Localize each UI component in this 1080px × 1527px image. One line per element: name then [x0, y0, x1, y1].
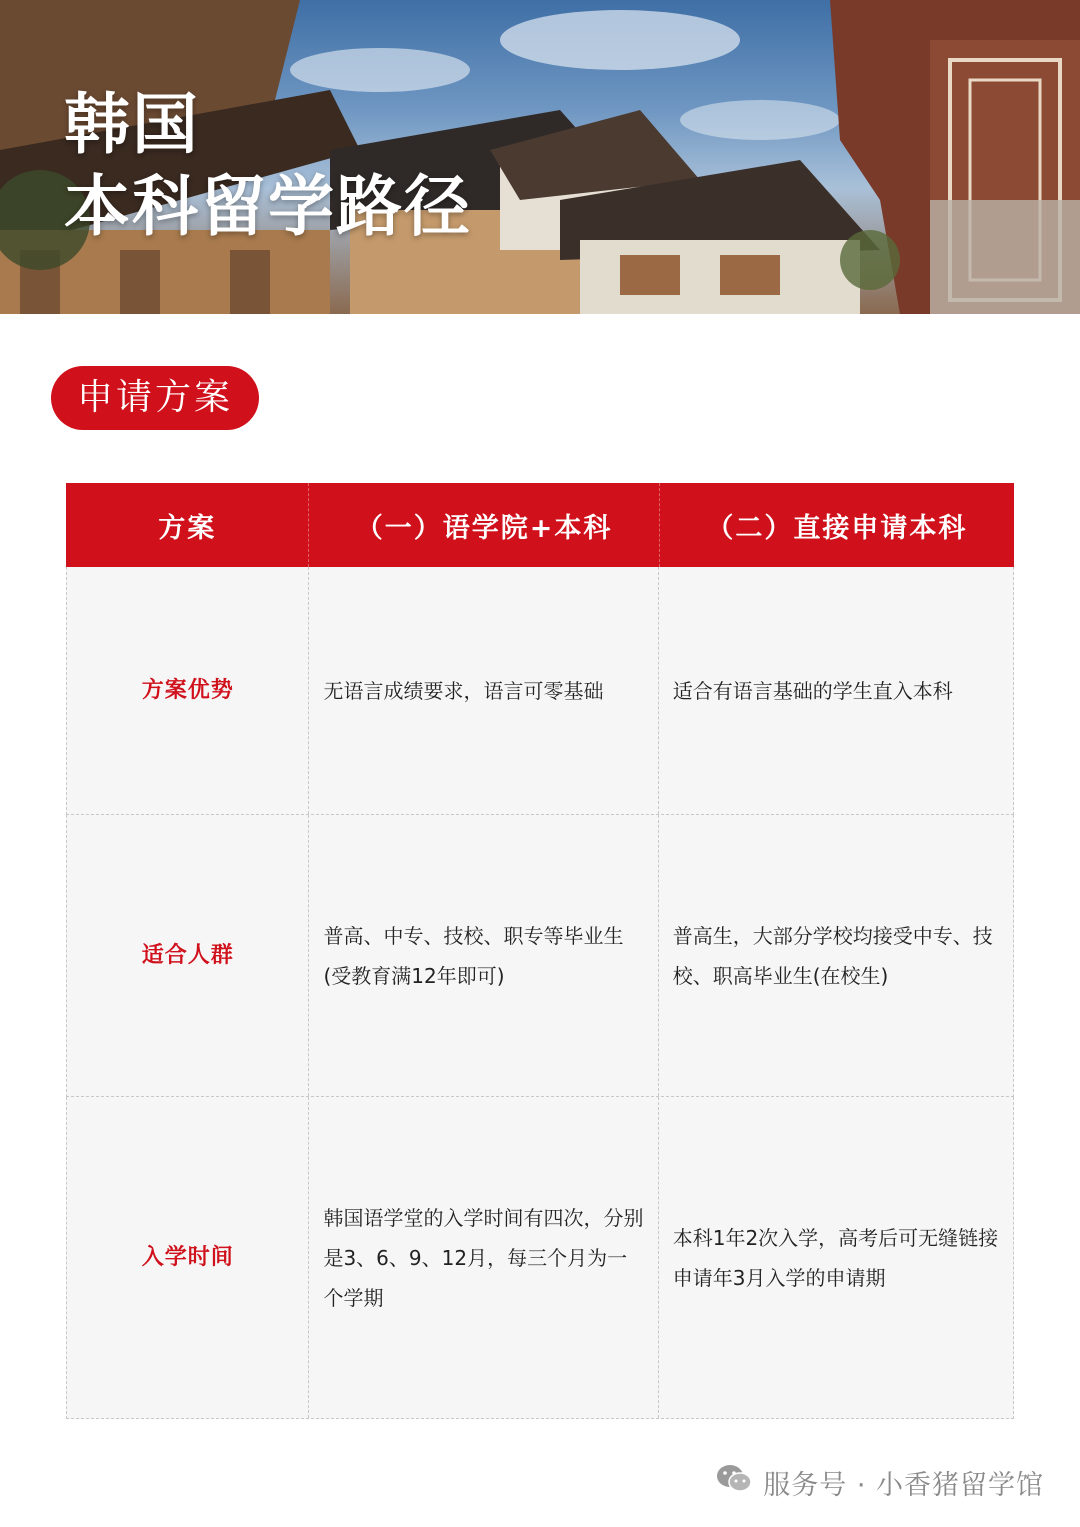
- table-cell: 普高、中专、技校、职专等毕业生(受教育满12年即可): [309, 815, 658, 1096]
- table-row: [66, 815, 1014, 1097]
- header-cell-option-1: （一）语学院+本科: [309, 483, 659, 567]
- footer-attribution[interactable]: [715, 1462, 1044, 1502]
- section-badge: 申请方案: [51, 366, 259, 430]
- wechat-icon: [715, 1463, 753, 1502]
- table-header: [66, 483, 1014, 567]
- table-cell: 适合有语言基础的学生直入本科: [672, 678, 953, 703]
- footer-text: 服务号 · 小香猪留学馆: [763, 1469, 1044, 1501]
- row-label: 入学时间: [67, 1097, 309, 1418]
- table-row: [66, 567, 1014, 815]
- table-row: [66, 1097, 1014, 1419]
- table-cell: 韩国语学堂的入学时间有四次，分别是3、6、9、12月，每三个月为一个学期: [309, 1097, 658, 1418]
- title-line-1: 韩国: [64, 86, 200, 163]
- table-cell: 普高生，大部分学校均接受中专、技校、职高毕业生(在校生): [672, 923, 993, 988]
- header-cell-option-2: （二）直接申请本科: [706, 512, 968, 544]
- page-title: [64, 84, 472, 248]
- row-label: 适合人群: [67, 815, 309, 1096]
- table-cell: 无语言成绩要求，语言可零基础: [309, 567, 658, 814]
- table-cell: 本科1年2次入学，高考后可无缝链接申请年3月入学的申请期: [672, 1225, 999, 1290]
- hero-banner: [0, 0, 1080, 314]
- title-line-2: 本科留学路径: [64, 168, 472, 245]
- row-label: 方案优势: [67, 567, 309, 814]
- header-cell-plan: 方案: [66, 483, 309, 567]
- comparison-table: [66, 483, 1014, 1419]
